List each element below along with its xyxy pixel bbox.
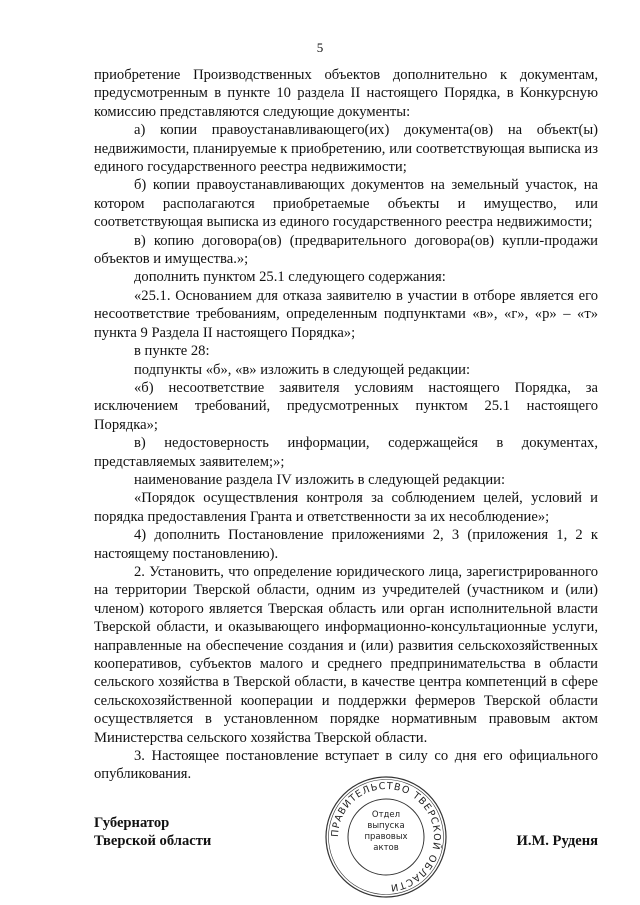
document-paragraph: в пункте 28: xyxy=(134,343,210,360)
document-paragraph: приобретение Производственных объектов дополнительно к документам, предусмотренным в пункте 10 раздела II настоящего Порядка, в Конкурсную комиссию представляются следующие документы: xyxy=(94,67,598,120)
document-paragraph: «Порядок осуществления контроля за соблюдением целей, условий и порядка предоставления Гранта и ответственности за их несоблюдение»; xyxy=(94,490,598,525)
document-paragraph: б) копии правоустанавливающих документов на земельный участок, на котором располагаются приобретаемые объекты и имущество, или соответствующая выписка из единого государственного реестра недвижимости; xyxy=(94,177,598,231)
page-number: 5 xyxy=(316,40,324,55)
official-seal xyxy=(324,775,448,899)
seal-inner-line: правовых xyxy=(364,832,408,842)
document-body xyxy=(94,66,598,784)
document-paragraph: 3. Настоящее постановление вступает в силу со дня его официального опубликования. xyxy=(94,748,598,783)
document-paragraph: «25.1. Основанием для отказа заявителю в участии в отборе является его несоответствие требованиям, определенным подпунктами «в», «г», «р» – «т» пункта 9 Раздела II настоящего Порядка»; xyxy=(94,287,598,341)
document-paragraph: наименование раздела IV изложить в следующей редакции: xyxy=(134,471,506,488)
document-paragraph: подпункты «б», «в» изложить в следующей редакции: xyxy=(134,361,471,378)
document-paragraph: дополнить пунктом 25.1 следующего содержания: xyxy=(134,269,446,286)
seal-inner-line: актов xyxy=(373,843,399,853)
document-paragraph: 2. Установить, что определение юридического лица, зарегистрированного на территории Тверской области, одним из учредителей (участником и (или) членом) которого является Тверская область или орган исполнительной власти Тверской области, и оказывающего информационно-консультационные услуги, направленные на обеспечение создания и (или) развития сельскохозяйственных кооперативов, субъектов малого и среднего предпринимательства в области сельского хозяйства в Тверской области, в качестве центра компетенций в сфере сельскохозяйственной кооперации и поддержки фермеров Тверской области осуществляется в установленном порядке нормативным правовым актом Министерства сельского хозяйства Тверской области. xyxy=(94,563,598,746)
signature-name: И.М. Руденя xyxy=(516,833,598,849)
document-paragraph: «б) несоответствие заявителя условиям настоящего Порядка, за исключением требований, предусмотренных пунктом 25.1 настоящего Порядка»; xyxy=(94,379,598,433)
document-paragraph: в) недостоверность информации, содержащейся в документах, представляемых заявителем;»; xyxy=(94,435,598,470)
document-paragraph: в) копию договора(ов) (предварительного договора(ов) купли-продажи объектов и имущества.»; xyxy=(94,232,598,268)
seal-inner-text xyxy=(360,810,412,854)
document-paragraph: а) копии правоустанавливающего(их) документа(ов) на объект(ы) недвижимости, планируемые к приобретению, или соответствующая выписка из единого государственного реестра недвижимости; xyxy=(94,122,598,176)
signature-position-line1: Губернатор xyxy=(94,815,170,831)
document-paragraph: 4) дополнить Постановление приложениями 2, 3 (приложения 1, 2 к настоящему постановлению). xyxy=(94,527,598,562)
seal-inner-line: выпуска xyxy=(367,821,405,831)
seal-inner-line: Отдел xyxy=(371,810,401,820)
signature-position xyxy=(94,814,211,850)
seal-ring-text: ПРАВИТЕЛЬСТВО ТВЕРСКОЙ ОБЛАСТИ xyxy=(329,780,443,893)
signature-position-line2: Тверской области xyxy=(94,833,212,849)
